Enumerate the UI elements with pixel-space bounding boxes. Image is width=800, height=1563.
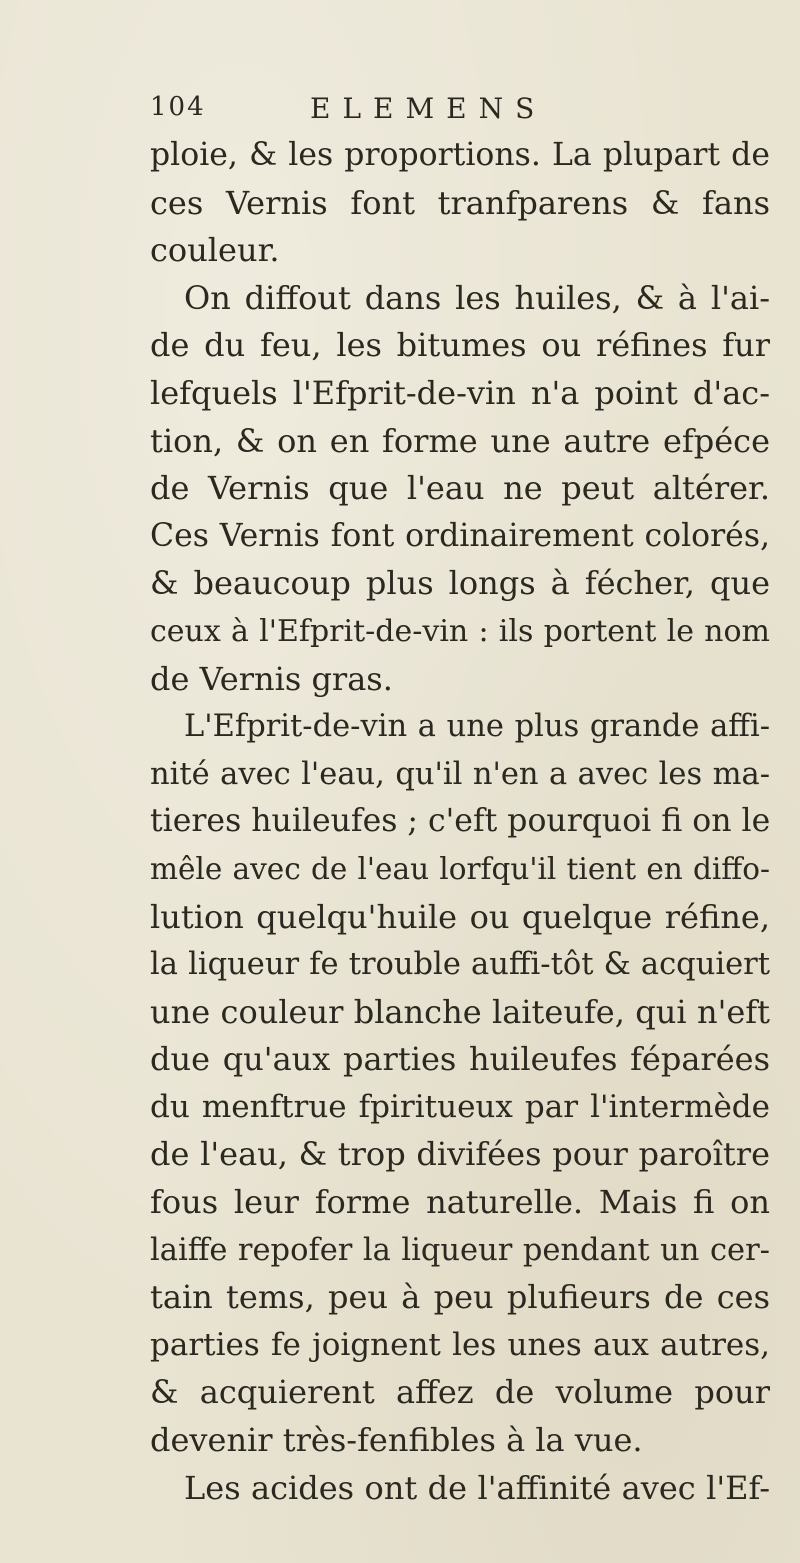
text-line: de l'eau, & trop divifées pour paroître [150,1135,770,1174]
text-line: de Vernis gras. [150,659,393,698]
text-line: de Vernis que l'eau ne peut altérer. [150,469,770,508]
text-line: & acquierent affez de volume pour [150,1373,770,1412]
running-head [150,92,770,132]
running-title: ELEMENS [310,92,547,125]
text-line: la liqueur fe trouble auffi-tôt & acquiert [150,947,770,983]
body-text [150,132,770,1512]
text-line: fous leur forme naturelle. Mais fi on [150,1183,770,1222]
text-line: lefquels l'Efprit-de-vin n'a point d'ac- [150,373,770,412]
text-line: Ces Vernis font ordinairement colorés, [150,517,770,554]
text-line: ces Vernis font tranfparens & fans [150,183,770,222]
text-line: tieres huileufes ; c'eft pourquoi fi on le [150,803,770,840]
text-line: ploie, & les proportions. La plupart de [150,137,770,173]
text-line: tain tems, peu à peu plufieurs de ces [150,1278,770,1317]
text-line: laiffe repofer la liqueur pendant un cer- [150,1232,770,1268]
text-line: lution quelqu'huile ou quelque réfine, [150,897,770,936]
text-line: devenir très-fenfibles à la vue. [150,1421,643,1460]
text-line: couleur. [150,231,280,270]
text-line: ceux à l'Efprit-de-vin : ils portent le nom [150,613,770,649]
text-line: de du feu, les bitumes ou réfines fur [150,326,770,365]
text-line: Les acides ont de l'affinité avec l'Ef- [184,1468,770,1507]
text-line: On diffout dans les huiles, & à l'ai- [184,278,770,317]
text-line: parties fe joignent les unes aux autres, [150,1326,770,1363]
text-line: L'Efprit-de-vin a une plus grande affi- [184,709,770,745]
text-line: une couleur blanche laiteufe, qui n'eft [150,992,770,1031]
text-line: nité avec l'eau, qu'il n'en a avec les ma- [150,756,770,792]
text-line: & beaucoup plus longs à fécher, que [150,564,770,603]
page-number: 104 [150,92,206,122]
text-line: due qu'aux parties huileufes féparées [150,1040,770,1079]
text-line: mêle avec de l'eau lorfqu'il tient en diffo- [150,851,770,886]
text-line: tion, & on en forme une autre efpéce [150,421,770,460]
text-line: du menftrue fpiritueux par l'intermède [150,1088,770,1125]
